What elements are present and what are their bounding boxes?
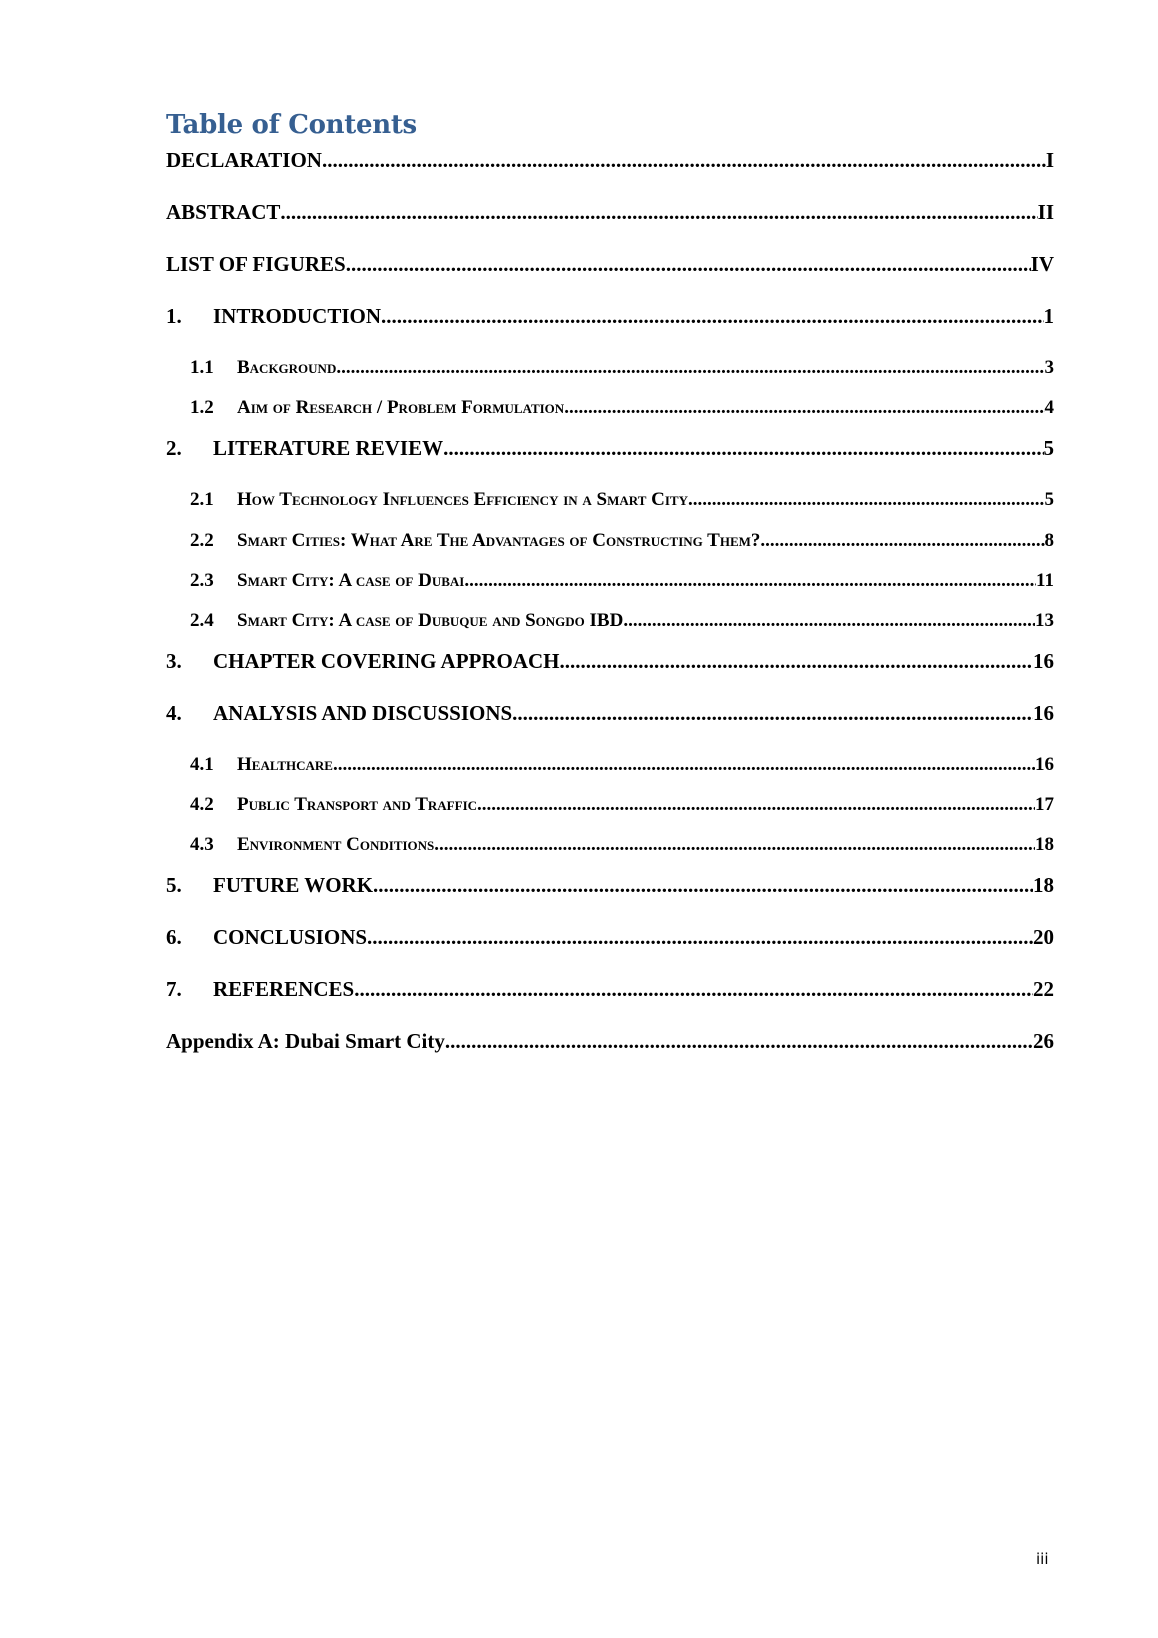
- toc-entry-text: How Technology Influences Efficiency in a Smart City: [237, 489, 688, 510]
- toc-page-number: 11: [1036, 570, 1054, 591]
- toc-leader-dots: [443, 434, 1043, 462]
- toc-entry-text: FUTURE WORK: [213, 873, 374, 897]
- toc-entry-chapter-covering-approach[interactable]: [166, 647, 1054, 675]
- toc-leader-dots: [564, 394, 1044, 422]
- toc-page-number: 5: [1043, 436, 1054, 460]
- toc-leader-dots: [760, 527, 1044, 555]
- toc-entry-number: 4.3: [190, 834, 214, 855]
- toc-page-number: II: [1037, 200, 1054, 224]
- toc-page-number: 18: [1033, 873, 1054, 897]
- toc-leader-dots: [280, 198, 1037, 226]
- toc-entry-text: ANALYSIS AND DISCUSSIONS: [213, 701, 513, 725]
- toc-entry-number: 7.: [166, 977, 182, 1001]
- toc-page-number: 18: [1035, 834, 1054, 855]
- toc-entry-case-dubai[interactable]: [190, 567, 1054, 595]
- toc-entry-number: 4.1: [190, 754, 214, 775]
- toc-entry-technology-efficiency[interactable]: [190, 486, 1054, 514]
- toc-leader-dots: [688, 486, 1045, 514]
- toc-entry-number: 2.3: [190, 570, 214, 591]
- toc-entry-text: LITERATURE REVIEW: [213, 436, 444, 460]
- toc-entry-analysis-discussions[interactable]: [166, 699, 1054, 727]
- toc-page-number: 16: [1033, 701, 1054, 725]
- toc-entry-number: 2.2: [190, 530, 214, 551]
- toc-entry-number: 6.: [166, 925, 182, 949]
- toc-entry-abstract[interactable]: [166, 198, 1054, 226]
- toc-page-number: 26: [1033, 1029, 1054, 1053]
- toc-page-number: 5: [1044, 489, 1054, 510]
- toc-entry-references[interactable]: [166, 975, 1054, 1003]
- toc-page-number: 16: [1033, 649, 1054, 673]
- toc-entry-case-dubuque-songdo[interactable]: [190, 607, 1054, 635]
- toc-entry-number: 2.: [166, 436, 182, 460]
- toc-entry-text: LIST OF FIGURES: [166, 252, 346, 276]
- toc-leader-dots: [477, 791, 1035, 819]
- toc-page-number: 13: [1035, 610, 1054, 631]
- toc-entry-future-work[interactable]: [166, 871, 1054, 899]
- toc-entry-number: 4.: [166, 701, 182, 725]
- toc-leader-dots: [445, 1027, 1033, 1055]
- toc-page-number: 4: [1044, 397, 1054, 418]
- toc-page-number: 20: [1033, 925, 1054, 949]
- toc-leader-dots: [336, 354, 1044, 382]
- toc-entry-conclusions[interactable]: [166, 923, 1054, 951]
- toc-page-number: 17: [1035, 794, 1054, 815]
- toc-leader-dots: [367, 923, 1033, 951]
- toc-entry-number: 1.1: [190, 357, 214, 378]
- toc-title: Table of Contents: [166, 110, 417, 140]
- toc-leader-dots: [512, 699, 1033, 727]
- toc-entry-text: Smart City: A case of Dubai: [237, 570, 465, 591]
- toc-leader-dots: [373, 871, 1033, 899]
- toc-entry-number: 4.2: [190, 794, 214, 815]
- toc-page-number: 16: [1035, 754, 1054, 775]
- toc-leader-dots: [322, 146, 1046, 174]
- toc-entry-text: Aim of Research / Problem Formulation: [237, 397, 565, 418]
- toc-page-number: I: [1045, 148, 1054, 172]
- toc-entry-text: Public Transport and Traffic: [237, 794, 478, 815]
- toc-leader-dots: [464, 567, 1036, 595]
- toc-page-number: 22: [1033, 977, 1054, 1001]
- toc-entry-appendix-a[interactable]: [166, 1027, 1054, 1055]
- page-footer-number: iii: [1036, 1550, 1049, 1568]
- toc-leader-dots: [346, 250, 1031, 278]
- toc-entry-text: INTRODUCTION: [213, 304, 382, 328]
- toc-leader-dots: [434, 831, 1035, 859]
- toc-entry-number: 3.: [166, 649, 182, 673]
- toc-entry-text: Environment Conditions: [237, 834, 435, 855]
- toc-entry-text: Smart City: A case of Dubuque and Songdo IBD: [237, 610, 624, 631]
- toc-entry-background[interactable]: [190, 354, 1054, 382]
- toc-entry-declaration[interactable]: [166, 146, 1054, 174]
- toc-entry-text: Background: [237, 357, 337, 378]
- toc-entry-number: 2.1: [190, 489, 214, 510]
- toc-entry-number: 2.4: [190, 610, 214, 631]
- toc-entry-text: CHAPTER COVERING APPROACH: [213, 649, 560, 673]
- toc-entry-healthcare[interactable]: [190, 751, 1054, 779]
- toc-entry-public-transport[interactable]: [190, 791, 1054, 819]
- toc-entry-text: DECLARATION: [166, 148, 322, 172]
- toc-entry-text: ABSTRACT: [166, 200, 281, 224]
- toc-entry-number: 1.2: [190, 397, 214, 418]
- toc-entry-text: CONCLUSIONS: [213, 925, 368, 949]
- toc-leader-dots: [333, 751, 1035, 779]
- toc-entry-text: Smart Cities: What Are The Advantages of Constructing Them?: [237, 530, 761, 551]
- toc-page-number: 8: [1044, 530, 1054, 551]
- toc-entry-literature-review[interactable]: [166, 434, 1054, 462]
- toc-leader-dots: [623, 607, 1035, 635]
- toc-entry-smart-cities-advantages[interactable]: [190, 527, 1054, 555]
- toc-page-number: IV: [1030, 252, 1054, 276]
- toc-entry-number: 5.: [166, 873, 182, 897]
- toc-entry-text: Healthcare: [237, 754, 333, 775]
- toc-leader-dots: [354, 975, 1033, 1003]
- toc-page-number: 3: [1044, 357, 1054, 378]
- toc-entry-list-of-figures[interactable]: [166, 250, 1054, 278]
- toc-entry-introduction[interactable]: [166, 302, 1054, 330]
- toc-leader-dots: [381, 302, 1043, 330]
- toc-entry-number: 1.: [166, 304, 182, 328]
- toc-entry-environment-conditions[interactable]: [190, 831, 1054, 859]
- toc-entry-text: REFERENCES: [213, 977, 355, 1001]
- toc-entry-text: Appendix A: Dubai Smart City: [166, 1029, 445, 1053]
- toc-page-number: 1: [1043, 304, 1054, 328]
- toc-leader-dots: [560, 647, 1033, 675]
- toc-entry-aim-of-research[interactable]: [190, 394, 1054, 422]
